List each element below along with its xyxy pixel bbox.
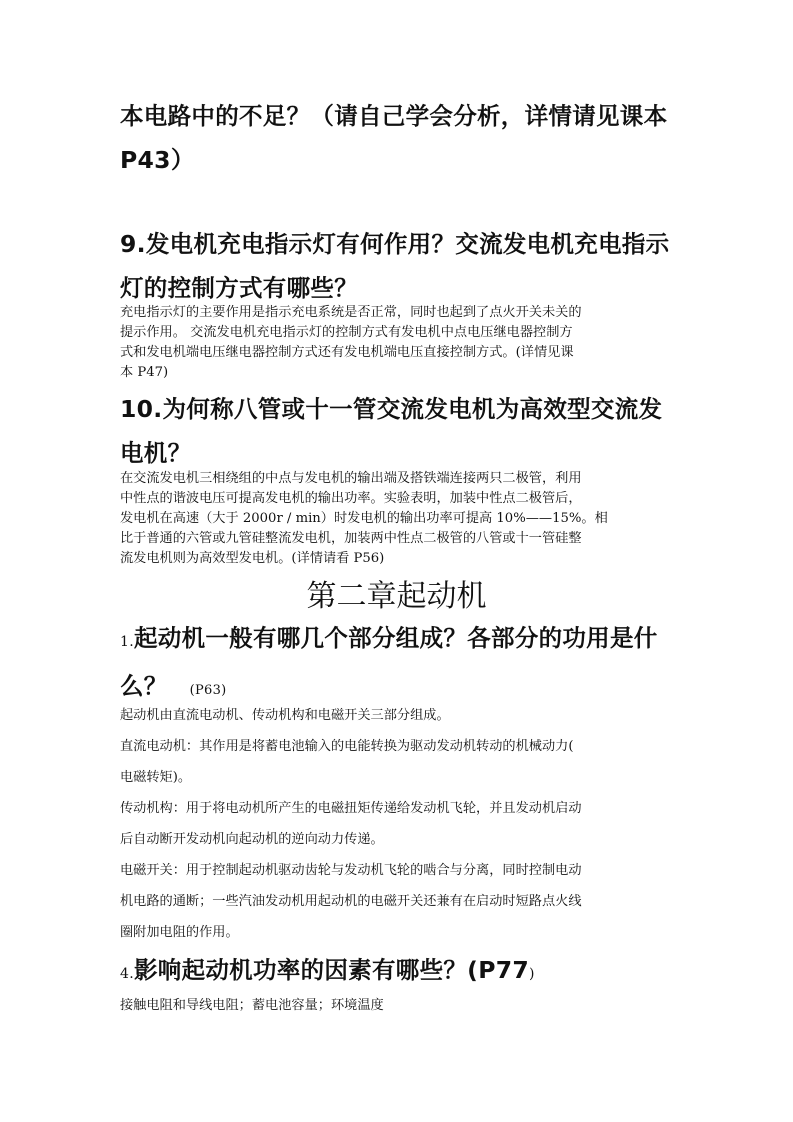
intro-heading — [120, 94, 676, 182]
q4-heading-text: 影响起动机功率的因素有哪些？(P77 — [133, 956, 530, 984]
q4-number: 4. — [120, 966, 134, 982]
q1-heading-text-2: 么？ — [120, 672, 168, 700]
q9-heading-line-2: 灯的控制方式有哪些？ — [120, 274, 358, 302]
q10-heading-line-1: 10.为何称八管或十一管交流发电机为高效型交流发 — [120, 395, 663, 423]
q4-heading — [120, 948, 676, 996]
chapter-title: 第二章起动机 — [306, 579, 487, 614]
q10-answer-line: 中性点的谐波电压可提高发电机的输出功率。实验表明，加装中性点二极管后， — [120, 491, 582, 506]
intro-heading-line-2: P43） — [120, 146, 195, 174]
q4-heading-close: ) — [529, 966, 535, 982]
q1-answer-line: 直流电动机：其作用是将蓄电池输入的电能转换为驱动发动机转动的机械动力( — [120, 739, 574, 754]
q9-answer — [120, 303, 676, 383]
q9-answer-line: 本 P47) — [120, 365, 169, 380]
q9-answer-line: 式和发电机端电压继电器控制方式还有发电机端电压直接控制方式。(详情见课 — [120, 345, 574, 360]
intro-heading-line-1: 本电路中的不足？（请自己学会分析，详情请见课本 — [120, 102, 668, 130]
q1-answer-line: 起动机由直流电动机、传动机构和电磁开关三部分组成。 — [120, 708, 450, 723]
q4-answer-line: 接触电阻和导线电阻；蓄电池容量；环境温度 — [120, 998, 384, 1013]
q1-heading-text-1: 起动机一般有哪几个部分组成？各部分的功用是什 — [133, 624, 658, 652]
q9-heading-line-1: 9.发电机充电指示灯有何作用？交流发电机充电指示 — [120, 230, 670, 258]
q10-answer-line: 在交流发电机三相绕组的中点与发电机的输出端及搭铁端连接两只二极管，利用 — [120, 471, 582, 486]
q1-answer-line: 圈附加电阻的作用。 — [120, 925, 239, 940]
q1-number: 1. — [120, 634, 134, 650]
q1-answer-line: 传动机构：用于将电动机所产生的电磁扭矩传递给发动机飞轮，并且发动机启动 — [120, 801, 582, 816]
q10-answer — [120, 469, 676, 569]
q1-answer — [120, 706, 676, 954]
q10-heading — [120, 387, 676, 475]
q1-answer-line: 电磁转矩)。 — [120, 770, 192, 785]
q10-answer-line: 发电机在高速（大于 2000r / min）时发电机的输出功率可提高 10%——15%。相 — [120, 511, 608, 526]
q4-answer — [120, 996, 676, 1016]
q1-answer-line: 后自动断开发动机向起动机的逆向动力传递。 — [120, 832, 384, 847]
q9-heading — [120, 222, 676, 310]
q4-heading-line — [120, 948, 676, 996]
q1-heading — [120, 616, 676, 713]
q1-answer-line: 机电路的通断；一些汽油发动机用起动机的电磁开关还兼有在启动时短路点火线 — [120, 894, 582, 909]
q1-heading-line-1 — [120, 616, 676, 664]
q10-answer-line: 流发电机则为高效型发电机。(详情请看 P56) — [120, 551, 385, 566]
q10-answer-line: 比于普通的六管或九管硅整流发电机，加装两中性点二极管的八管或十一管硅整 — [120, 531, 582, 546]
q9-answer-line: 提示作用。 交流发电机充电指示灯的控制方式有发电机中点电压继电器控制方 — [120, 325, 573, 340]
q10-heading-line-2: 电机？ — [120, 439, 192, 467]
q9-answer-line: 充电指示灯的主要作用是指示充电系统是否正常，同时也起到了点火开关未关的 — [120, 305, 582, 320]
q1-answer-line: 电磁开关：用于控制起动机驱动齿轮与发动机飞轮的啮合与分离，同时控制电动 — [120, 863, 582, 878]
q1-page-ref: (P63) — [189, 683, 227, 698]
